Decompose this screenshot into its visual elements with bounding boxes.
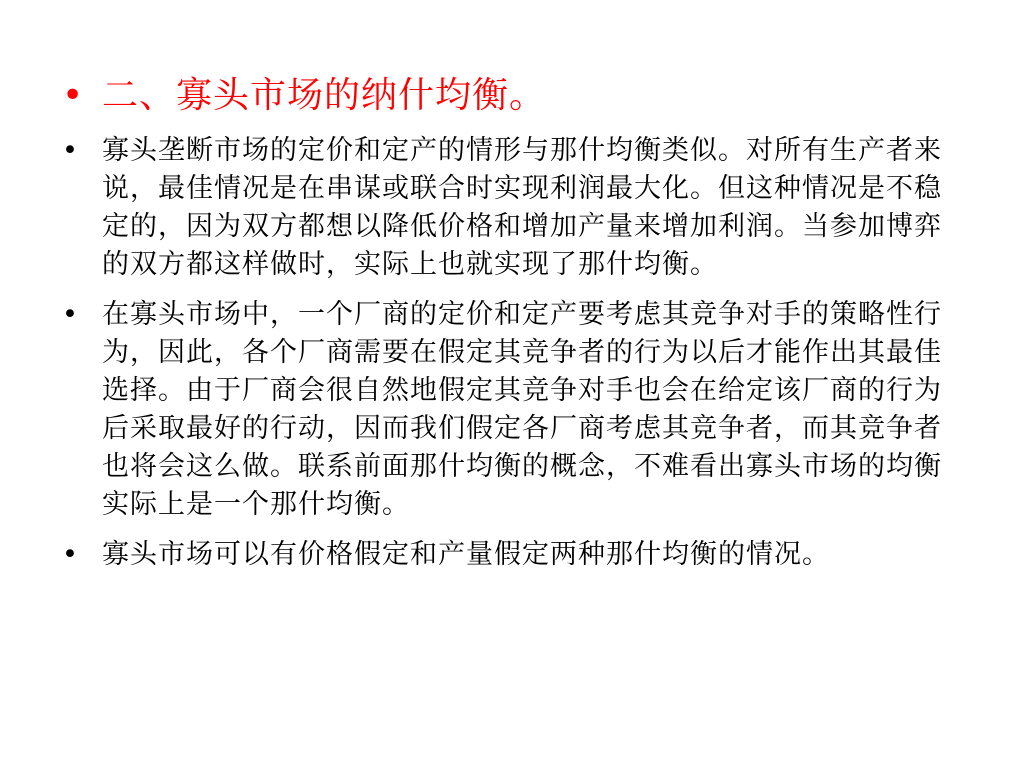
bullet-item xyxy=(60,296,964,524)
bullet-dot-icon: • xyxy=(62,539,79,570)
bullet-dot-icon: • xyxy=(62,299,79,330)
bullet-list xyxy=(60,70,964,574)
bullet-item xyxy=(60,536,964,574)
bullet-text: 寡头垄断市场的定价和定产的情形与那什均衡类似。对所有生产者来说，最佳情况是在串谋或联合时实现利润最大化。但这种情况是不稳定的，因为双方都想以降低价格和增加产量来增加利润。当参加博弈的双方都这样做时，实际上也就实现了那什均衡。 xyxy=(102,135,942,280)
bullet-text: 寡头市场可以有价格假定和产量假定两种那什均衡的情况。 xyxy=(102,539,830,570)
bullet-dot-icon: • xyxy=(62,75,85,116)
bullet-text: 在寡头市场中，一个厂商的定价和定产要考虑其竞争对手的策略性行为，因此，各个厂商需要在假定其竞争者的行为以后才能作出其最佳选择。由于厂商会很自然地假定其竞争对手也会在给定该厂商的行为后采取最好的行动，因而我们假定各厂商考虑其竞争者，而其竞争者也将会这么做。联系前面那什均衡的概念，不难看出寡头市场的均衡实际上是一个那什均衡。 xyxy=(102,299,942,520)
bullet-item xyxy=(60,132,964,284)
bullet-dot-icon: • xyxy=(62,135,79,166)
slide-title-text: 二、寡头市场的纳什均衡。 xyxy=(102,75,547,116)
slide-title-bullet xyxy=(60,70,964,122)
